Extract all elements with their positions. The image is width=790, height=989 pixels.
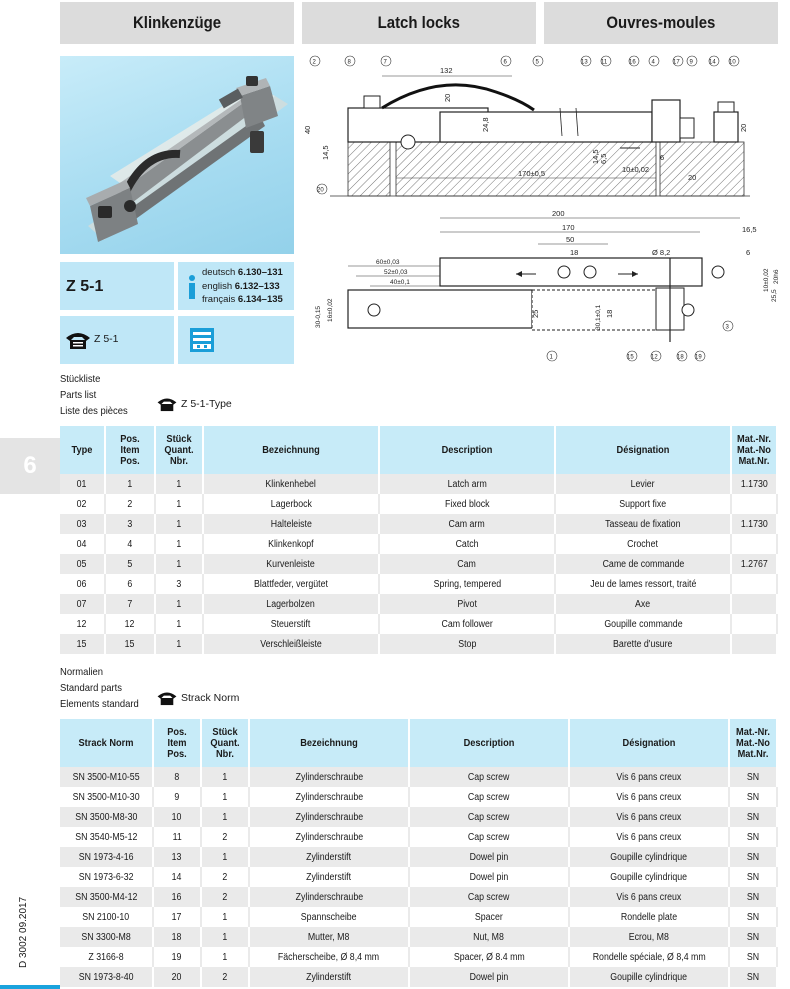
info-icon bbox=[186, 274, 198, 300]
table-cell: Mutter, M8 bbox=[250, 927, 410, 947]
table-cell: Spring, tempered bbox=[380, 574, 556, 594]
table-cell: Goupille cylindrique bbox=[570, 847, 730, 867]
dim-170: 170±0,5 bbox=[518, 169, 546, 178]
callout: 20 bbox=[317, 187, 324, 194]
table-cell: 1.1730 bbox=[732, 474, 778, 494]
table-cell: Ecrou, M8 bbox=[570, 927, 730, 947]
table-cell: SN bbox=[730, 927, 778, 947]
table-cell: Vis 6 pans creux bbox=[570, 887, 730, 907]
ref-lang: english bbox=[202, 280, 233, 292]
table-cell: Nut, M8 bbox=[410, 927, 570, 947]
table-cell: Lagerbolzen bbox=[204, 594, 380, 614]
table-cell: SN bbox=[730, 967, 778, 987]
standard-parts-heading bbox=[60, 664, 148, 712]
table-cell: 12 bbox=[60, 614, 106, 634]
standard-title-de: Normalien bbox=[60, 666, 104, 678]
table-cell: SN 1973-4-16 bbox=[60, 847, 154, 867]
technical-drawing bbox=[300, 52, 790, 364]
column-header: Stück Quant. Nbr. bbox=[202, 719, 250, 767]
callout: 13 bbox=[581, 59, 588, 66]
table-row bbox=[60, 927, 778, 947]
table-cell: Halteleiste bbox=[204, 514, 380, 534]
table-cell: 14 bbox=[154, 867, 202, 887]
dim-20b: 20 bbox=[688, 173, 697, 182]
callout: 15 bbox=[627, 354, 634, 361]
table-cell: 19 bbox=[154, 947, 202, 967]
dim-25: 25 bbox=[531, 309, 540, 318]
table-cell: Cap screw bbox=[410, 827, 570, 847]
table-cell: Spacer bbox=[410, 907, 570, 927]
table-cell: SN bbox=[730, 907, 778, 927]
table-cell: SN bbox=[730, 827, 778, 847]
callout: 18 bbox=[677, 354, 684, 361]
table-cell: 11 bbox=[154, 827, 202, 847]
table-cell: Cam follower bbox=[380, 614, 556, 634]
table-cell: SN 2100-10 bbox=[60, 907, 154, 927]
table-cell: Klinkenhebel bbox=[204, 474, 380, 494]
table-cell: Klinkenkopf bbox=[204, 534, 380, 554]
dim-200: 200 bbox=[552, 209, 565, 218]
mould-plate-right bbox=[660, 142, 744, 196]
column-header: Strack Norm bbox=[60, 719, 154, 767]
dim-18p: 18 bbox=[605, 309, 614, 318]
table-cell: Crochet bbox=[556, 534, 732, 554]
header-french: Ouvres-moules bbox=[606, 13, 716, 32]
table-cell bbox=[732, 494, 778, 514]
table-cell: 1 bbox=[202, 847, 250, 867]
standard-order-code: Strack Norm bbox=[181, 692, 240, 704]
callout: 11 bbox=[601, 59, 608, 66]
table-cell: 16 bbox=[154, 887, 202, 907]
dim-10p: 10±0,02 bbox=[763, 268, 770, 292]
mould-plate-left bbox=[348, 142, 390, 196]
table-cell: SN bbox=[730, 887, 778, 907]
table-cell: Vis 6 pans creux bbox=[570, 767, 730, 787]
table-cell: Zylinderschraube bbox=[250, 807, 410, 827]
table-cell: Latch arm bbox=[380, 474, 556, 494]
column-header: Stück Quant. Nbr. bbox=[156, 426, 204, 474]
parts-title-en: Parts list bbox=[60, 389, 97, 401]
table-cell: 01 bbox=[60, 474, 106, 494]
dim-50: 50 bbox=[566, 235, 575, 244]
table-cell: 12 bbox=[106, 614, 156, 634]
table-cell: 1 bbox=[202, 927, 250, 947]
table-cell: Rondelle plate bbox=[570, 907, 730, 927]
parts-title-de: Stückliste bbox=[60, 373, 101, 385]
table-cell: SN bbox=[730, 767, 778, 787]
table-row bbox=[60, 827, 778, 847]
table-cell bbox=[732, 614, 778, 634]
table-cell: Kurvenleiste bbox=[204, 554, 380, 574]
table-row bbox=[60, 967, 778, 987]
dim-6p: 6 bbox=[746, 248, 751, 257]
table-cell: Came de commande bbox=[556, 554, 732, 574]
cam-arm-plan bbox=[440, 258, 702, 286]
table-cell: Dowel pin bbox=[410, 847, 570, 867]
footer-accent-bar bbox=[0, 985, 60, 989]
ref-pages: 6.134–135 bbox=[237, 294, 283, 305]
table-cell: Blattfeder, vergütet bbox=[204, 574, 380, 594]
column-header: Désignation bbox=[570, 719, 730, 767]
table-cell: 4 bbox=[106, 534, 156, 554]
table-cell: 2 bbox=[106, 494, 156, 514]
table-row bbox=[60, 787, 778, 807]
cad-download-icon[interactable] bbox=[188, 326, 216, 354]
dim-30: 30-0,15 bbox=[315, 305, 322, 328]
table-cell: 1.1730 bbox=[732, 514, 778, 534]
table-cell: 1 bbox=[106, 474, 156, 494]
dim-24-8: 24,8 bbox=[481, 117, 490, 132]
table-cell: SN 1973-8-40 bbox=[60, 967, 154, 987]
dim-14-5b: 14,5 bbox=[591, 149, 600, 164]
table-cell: 15 bbox=[106, 634, 156, 654]
dim-20c: 20 bbox=[739, 123, 748, 132]
table-cell: Cap screw bbox=[410, 807, 570, 827]
table-row bbox=[60, 947, 778, 967]
callout: 16 bbox=[629, 59, 636, 66]
dim-170p: 170 bbox=[562, 223, 575, 232]
table-cell: 1 bbox=[156, 634, 204, 654]
dim-6-5: 6,5 bbox=[599, 153, 608, 164]
table-row bbox=[60, 807, 778, 827]
column-header: Description bbox=[410, 719, 570, 767]
table-cell: SN bbox=[730, 847, 778, 867]
callout: 6 bbox=[503, 59, 507, 66]
table-cell: Spannscheibe bbox=[250, 907, 410, 927]
dim-132: 132 bbox=[440, 66, 453, 75]
phone-code: Z 5-1 bbox=[94, 333, 119, 345]
table-cell: Zylinderschraube bbox=[250, 767, 410, 787]
table-cell bbox=[732, 634, 778, 654]
table-cell: 06 bbox=[60, 574, 106, 594]
table-cell: Goupille cylindrique bbox=[570, 967, 730, 987]
table-cell: 02 bbox=[60, 494, 106, 514]
table-cell: 2 bbox=[202, 867, 250, 887]
product-code: Z 5-1 bbox=[66, 278, 104, 295]
table-row bbox=[60, 514, 778, 534]
ref-row-english[interactable] bbox=[202, 280, 283, 294]
table-cell: Fächerscheibe, Ø 8,4 mm bbox=[250, 947, 410, 967]
header-tab-english bbox=[302, 2, 536, 44]
phone-order-box bbox=[60, 316, 174, 364]
table-cell: 8 bbox=[154, 767, 202, 787]
document-code: D 3002 09.2017 bbox=[18, 896, 29, 968]
table-cell: 5 bbox=[106, 554, 156, 574]
table-cell: Goupille cylindrique bbox=[570, 867, 730, 887]
table-row bbox=[60, 614, 778, 634]
table-row bbox=[60, 494, 778, 514]
table-cell: 20 bbox=[154, 967, 202, 987]
table-cell: 2 bbox=[202, 887, 250, 907]
table-cell: Cam arm bbox=[380, 514, 556, 534]
table-cell: Levier bbox=[556, 474, 732, 494]
callout: 19 bbox=[695, 354, 702, 361]
dim-30-1: 30,1±0,1 bbox=[595, 304, 602, 330]
phone-icon bbox=[64, 330, 92, 350]
table-cell: Pivot bbox=[380, 594, 556, 614]
table-cell: SN 3500-M4-12 bbox=[60, 887, 154, 907]
column-header: Pos. Item Pos. bbox=[154, 719, 202, 767]
chapter-number: 6 bbox=[23, 452, 37, 479]
callout: 10 bbox=[729, 59, 736, 66]
table-cell: 1 bbox=[156, 494, 204, 514]
table-cell: 9 bbox=[154, 787, 202, 807]
column-header: Désignation bbox=[556, 426, 732, 474]
table-row bbox=[60, 534, 778, 554]
dim-20a: 20 bbox=[443, 93, 452, 102]
callout: 8 bbox=[347, 59, 351, 66]
callout: 5 bbox=[535, 59, 539, 66]
table-cell: Catch bbox=[380, 534, 556, 554]
table-cell: Rondelle spéciale, Ø 8,4 mm bbox=[570, 947, 730, 967]
table-cell: Tasseau de fixation bbox=[556, 514, 732, 534]
table-row bbox=[60, 474, 778, 494]
table-cell: Zylinderschraube bbox=[250, 887, 410, 907]
table-header-row bbox=[60, 719, 778, 767]
table-row bbox=[60, 554, 778, 574]
chapter-tab[interactable] bbox=[0, 438, 60, 494]
table-cell: 1 bbox=[202, 807, 250, 827]
table-cell: Vis 6 pans creux bbox=[570, 807, 730, 827]
table-cell: 1 bbox=[202, 947, 250, 967]
dim-25-5: 25,5 bbox=[771, 289, 778, 302]
table-cell: Cap screw bbox=[410, 887, 570, 907]
table-cell: 1 bbox=[156, 474, 204, 494]
table-cell: Axe bbox=[556, 594, 732, 614]
table-cell: Jeu de lames ressort, traité bbox=[556, 574, 732, 594]
table-cell: 1 bbox=[202, 767, 250, 787]
table-row bbox=[60, 634, 778, 654]
table-cell: 1 bbox=[202, 787, 250, 807]
column-header: Description bbox=[380, 426, 556, 474]
table-cell: SN bbox=[730, 787, 778, 807]
table-cell: Barette d'usure bbox=[556, 634, 732, 654]
table-cell: Zylinderstift bbox=[250, 967, 410, 987]
callout: 2 bbox=[312, 59, 316, 66]
table-cell: 1 bbox=[156, 554, 204, 574]
dim-40p: 40±0,1 bbox=[390, 279, 410, 286]
table-cell: Support fixe bbox=[556, 494, 732, 514]
ref-row-french[interactable] bbox=[202, 293, 283, 307]
table-row bbox=[60, 574, 778, 594]
table-cell: 18 bbox=[154, 927, 202, 947]
table-cell: SN bbox=[730, 807, 778, 827]
dim-dia-8-2: Ø 8,2 bbox=[652, 248, 671, 257]
ref-pages: 6.132–133 bbox=[234, 280, 280, 292]
header-tab-french bbox=[544, 2, 778, 44]
dim-6: 6 bbox=[660, 153, 665, 162]
table-cell: Zylinderschraube bbox=[250, 787, 410, 807]
standard-title-en: Standard parts bbox=[60, 682, 123, 694]
table-cell: Vis 6 pans creux bbox=[570, 827, 730, 847]
parts-list-heading bbox=[60, 371, 135, 419]
table-cell: SN 3500-M8-30 bbox=[60, 807, 154, 827]
catch-block bbox=[652, 100, 680, 142]
table-cell: Lagerbock bbox=[204, 494, 380, 514]
product-photo bbox=[60, 56, 294, 254]
table-cell: 05 bbox=[60, 554, 106, 574]
column-header: Mat.-Nr. Mat.-No Mat.Nr. bbox=[732, 426, 778, 474]
table-cell: SN 3300-M8 bbox=[60, 927, 154, 947]
parts-order-ref bbox=[156, 396, 232, 412]
header-english: Latch locks bbox=[377, 13, 461, 32]
table-cell: 1 bbox=[156, 594, 204, 614]
table-cell: 10 bbox=[154, 807, 202, 827]
table-cell: Vis 6 pans creux bbox=[570, 787, 730, 807]
table-cell: 6 bbox=[106, 574, 156, 594]
ref-lang: français bbox=[202, 294, 236, 305]
standard-title-fr: Elements standard bbox=[60, 698, 139, 710]
column-header: Type bbox=[60, 426, 106, 474]
table-cell: Stop bbox=[380, 634, 556, 654]
table-cell: 1 bbox=[156, 614, 204, 634]
table-cell: 13 bbox=[154, 847, 202, 867]
table-cell: 1 bbox=[156, 514, 204, 534]
references-box bbox=[178, 262, 294, 310]
callout: 9 bbox=[689, 59, 693, 66]
table-cell: SN 3500-M10-30 bbox=[60, 787, 154, 807]
table-cell: Steuerstift bbox=[204, 614, 380, 634]
table-cell: SN 3540-M5-12 bbox=[60, 827, 154, 847]
phone-icon bbox=[156, 396, 178, 412]
table-cell: Zylinderstift bbox=[250, 867, 410, 887]
cam-arm-top bbox=[440, 112, 652, 142]
table-cell: Spacer, Ø 8.4 mm bbox=[410, 947, 570, 967]
standard-order-ref bbox=[156, 690, 239, 706]
dim-60: 60±0,03 bbox=[376, 259, 400, 266]
table-cell: 07 bbox=[60, 594, 106, 614]
table-row bbox=[60, 867, 778, 887]
table-cell: SN bbox=[730, 947, 778, 967]
callout: 1 bbox=[549, 354, 553, 361]
cad-box[interactable] bbox=[178, 316, 294, 364]
dim-18: 18 bbox=[570, 248, 579, 257]
table-cell: Zylinderschraube bbox=[250, 827, 410, 847]
table-cell: 1.2767 bbox=[732, 554, 778, 574]
table-row bbox=[60, 767, 778, 787]
ref-lang: deutsch bbox=[202, 267, 236, 278]
dim-52: 52±0,03 bbox=[384, 269, 408, 276]
standard-parts-table bbox=[60, 719, 778, 987]
table-cell bbox=[732, 594, 778, 614]
parts-title-fr: Liste des pièces bbox=[60, 405, 128, 417]
table-cell: Goupille commande bbox=[556, 614, 732, 634]
table-cell: Fixed block bbox=[380, 494, 556, 514]
table-cell: Verschleißleiste bbox=[204, 634, 380, 654]
phone-icon bbox=[156, 690, 178, 706]
table-cell: Dowel pin bbox=[410, 967, 570, 987]
table-cell: 1 bbox=[156, 534, 204, 554]
table-cell: SN 1973-6-32 bbox=[60, 867, 154, 887]
callout: 12 bbox=[651, 354, 658, 361]
table-cell: 7 bbox=[106, 594, 156, 614]
table-cell: SN bbox=[730, 867, 778, 887]
table-cell: SN 3500-M10-55 bbox=[60, 767, 154, 787]
latch-lock-illustration bbox=[60, 56, 294, 254]
header-german: Klinkenzüge bbox=[132, 13, 222, 32]
callout: 17 bbox=[673, 59, 680, 66]
table-cell: Cam bbox=[380, 554, 556, 574]
table-cell: 2 bbox=[202, 827, 250, 847]
parts-list-table bbox=[60, 426, 778, 654]
table-cell: Zylinderstift bbox=[250, 847, 410, 867]
table-row bbox=[60, 847, 778, 867]
table-cell: 15 bbox=[60, 634, 106, 654]
dim-40: 40 bbox=[303, 125, 312, 134]
dim-16-5: 16,5 bbox=[742, 225, 757, 234]
callout: 7 bbox=[383, 59, 387, 66]
dim-10: 10±0,02 bbox=[622, 165, 650, 174]
table-cell: Z 3166-8 bbox=[60, 947, 154, 967]
table-cell: Cap screw bbox=[410, 787, 570, 807]
table-cell: Cap screw bbox=[410, 767, 570, 787]
table-row bbox=[60, 907, 778, 927]
table-cell bbox=[732, 574, 778, 594]
callout: 14 bbox=[709, 59, 716, 66]
column-header: Bezeichnung bbox=[250, 719, 410, 767]
table-row bbox=[60, 594, 778, 614]
table-cell: 03 bbox=[60, 514, 106, 534]
table-header-row bbox=[60, 426, 778, 474]
table-cell bbox=[732, 534, 778, 554]
callout: 3 bbox=[725, 324, 729, 331]
table-cell: 2 bbox=[202, 967, 250, 987]
table-cell: 17 bbox=[154, 907, 202, 927]
ref-row-german[interactable] bbox=[202, 266, 283, 280]
table-row bbox=[60, 887, 778, 907]
table-cell: 04 bbox=[60, 534, 106, 554]
table-cell: 3 bbox=[156, 574, 204, 594]
parts-order-code: Z 5-1-Type bbox=[181, 398, 232, 410]
column-header: Mat.-Nr. Mat.-No Mat.Nr. bbox=[730, 719, 778, 767]
table-cell: 1 bbox=[202, 907, 250, 927]
dim-20h6: 20h6 bbox=[773, 269, 780, 284]
table-cell: 3 bbox=[106, 514, 156, 534]
column-header: Bezeichnung bbox=[204, 426, 380, 474]
ref-pages: 6.130–131 bbox=[237, 267, 283, 278]
dim-16: 16±0,02 bbox=[327, 298, 334, 322]
dim-14-5: 14,5 bbox=[321, 145, 330, 160]
callout: 4 bbox=[651, 59, 655, 66]
header-tab-german bbox=[60, 2, 294, 44]
column-header: Pos. Item Pos. bbox=[106, 426, 156, 474]
table-cell: Dowel pin bbox=[410, 867, 570, 887]
